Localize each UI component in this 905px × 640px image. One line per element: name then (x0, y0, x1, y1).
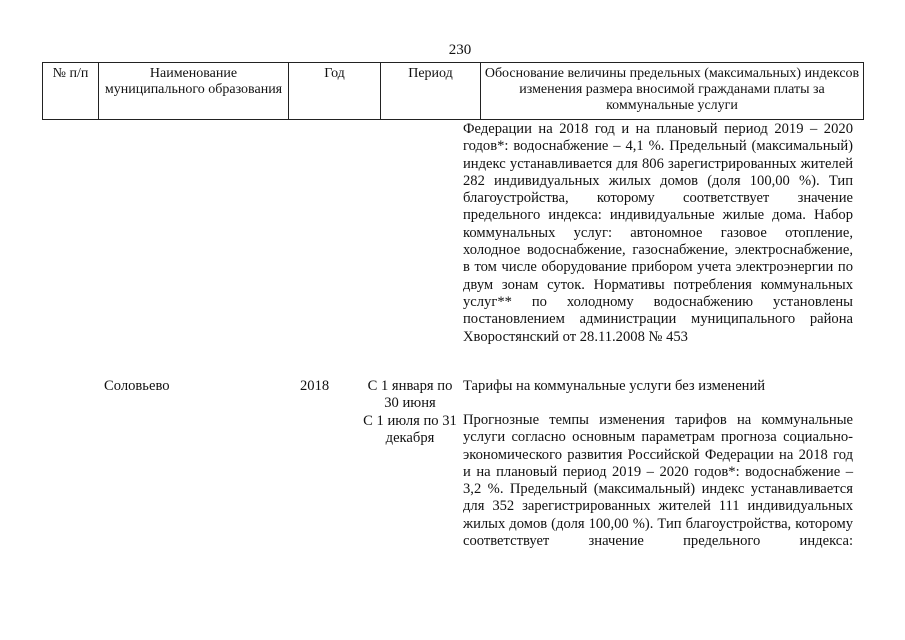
header-cell-justification: Обоснование величины предельных (максимальных) индексов изменения размера вносимой гражданами платы за коммунальные услуги (484, 66, 860, 113)
period-second-half: С 1 июля по 31 декабря (363, 412, 457, 446)
municipality-name: Соловьево (104, 378, 170, 394)
forecast-paragraph: Прогнозные темпы изменения тарифов на коммунальные услуги согласно основным параметрам прогноза социально-экономического развития Российской Федерации на 2018 год и на плановый период 2019 – 2020 годов*: водоснабжение – 3,2 %. Предельный (максимальный) индекс устанавливается для 352 зарегистрированных жителей 111 индивидуальных жилых домов (доля 100,00 %). Тип благоустройства, которому соответствует значение предельного индекса: (463, 412, 853, 550)
header-cell-year: Год (289, 63, 381, 119)
period-first-half: С 1 января по 30 июня (367, 378, 453, 412)
page-number: 230 (448, 42, 472, 58)
continuation-text (463, 121, 853, 346)
continuation-paragraph: Федерации на 2018 год и на плановый период 2019 – 2020 годов*: водоснабжение – 4,1 %. Предельный (максимальный) индекс устанавливается для 806 зарегистрированных жителей 282 индивидуальных жилых домов (доля 100,00 %). Тип благоустройства, которому соответствует значение предельного индекса: индивидуальные жилые дома. Набор коммунальных услуг: автономное газовое отопление, холодное водоснабжение, газоснабжение, электроснабжение, в том числе оборудование прибором учета электроэнергии по двум зонам суток. Нормативы потребления коммунальных услуг** по холодному водоснабжению установлены постановлением администрации муниципального района Хворостянский от 28.11.2008 № 453 (463, 121, 853, 345)
header-cell-municipality: Наименование муниципального образования (99, 63, 289, 119)
tariffs-text (463, 378, 853, 395)
table-header (42, 62, 864, 120)
row-period (362, 378, 458, 447)
forecast-text (463, 412, 853, 550)
header-cell-number: № п/п (43, 63, 99, 119)
header-cell-period: Период (381, 63, 481, 119)
tariffs-paragraph: Тарифы на коммунальные услуги без изменений (463, 378, 766, 394)
row-year: 2018 (300, 378, 330, 394)
